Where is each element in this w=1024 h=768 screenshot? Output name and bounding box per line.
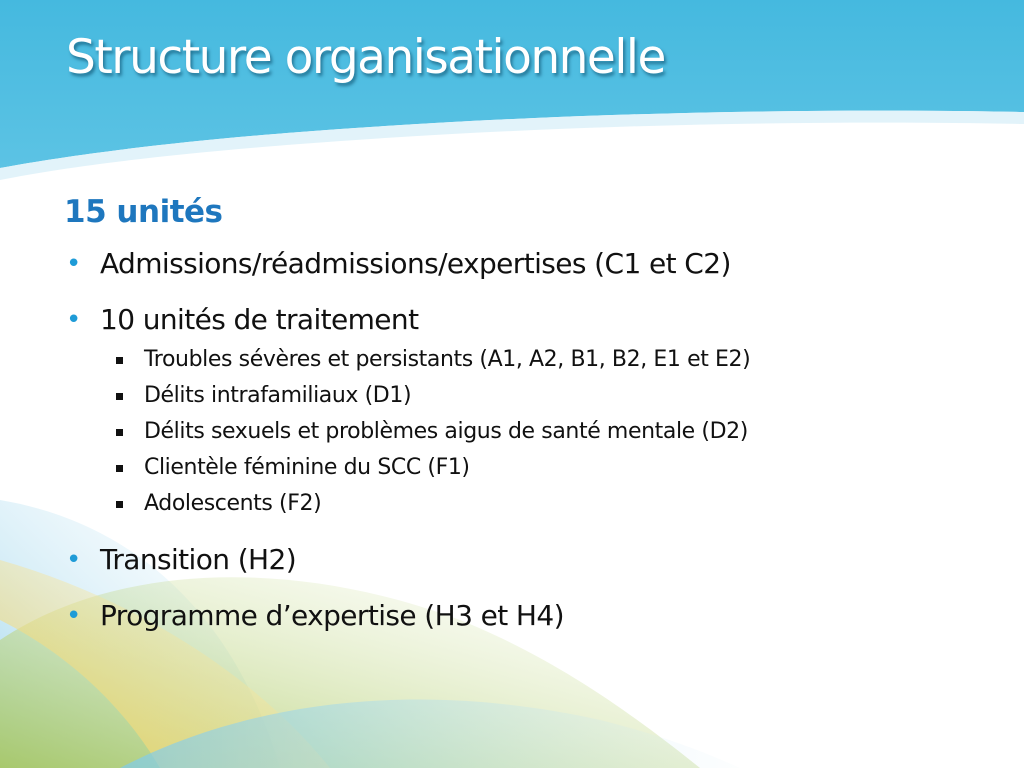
sub-list-item <box>114 450 964 486</box>
bullet-icon: • <box>66 305 81 335</box>
sub-list-item-text: Troubles sévères et persistants (A1, A2, B1, B2, E1 et E2) <box>144 347 751 372</box>
square-bullet-icon <box>116 393 123 400</box>
sub-list-item <box>114 486 964 522</box>
sub-list-item <box>114 414 964 450</box>
sub-list <box>114 342 964 522</box>
list-item-text: Programme d’expertise (H3 et H4) <box>100 599 564 632</box>
list-item <box>64 302 964 522</box>
list-item <box>64 542 964 578</box>
bullet-list <box>64 246 964 634</box>
slide-content <box>64 192 964 654</box>
sub-list-item-text: Délits intrafamiliaux (D1) <box>144 383 412 408</box>
list-item-text: Admissions/réadmissions/expertises (C1 et C2) <box>100 247 731 280</box>
sub-list-item <box>114 378 964 414</box>
square-bullet-icon <box>116 357 123 364</box>
bullet-icon: • <box>66 545 81 575</box>
sub-list-item <box>114 342 964 378</box>
sub-list-item-text: Clientèle féminine du SCC (F1) <box>144 455 470 480</box>
slide-title: Structure organisationnelle <box>66 30 665 85</box>
square-bullet-icon <box>116 429 123 436</box>
sub-list-item-text: Adolescents (F2) <box>144 491 322 516</box>
list-item <box>64 598 964 634</box>
square-bullet-icon <box>116 465 123 472</box>
content-heading: 15 unités <box>64 194 223 230</box>
square-bullet-icon <box>116 501 123 508</box>
list-item-text: Transition (H2) <box>100 543 297 576</box>
list-item-text: 10 unités de traitement <box>100 303 419 336</box>
bullet-icon: • <box>66 249 81 279</box>
sub-list-item-text: Délits sexuels et problèmes aigus de santé mentale (D2) <box>144 419 748 444</box>
list-item <box>64 246 964 282</box>
bullet-icon: • <box>66 601 81 631</box>
